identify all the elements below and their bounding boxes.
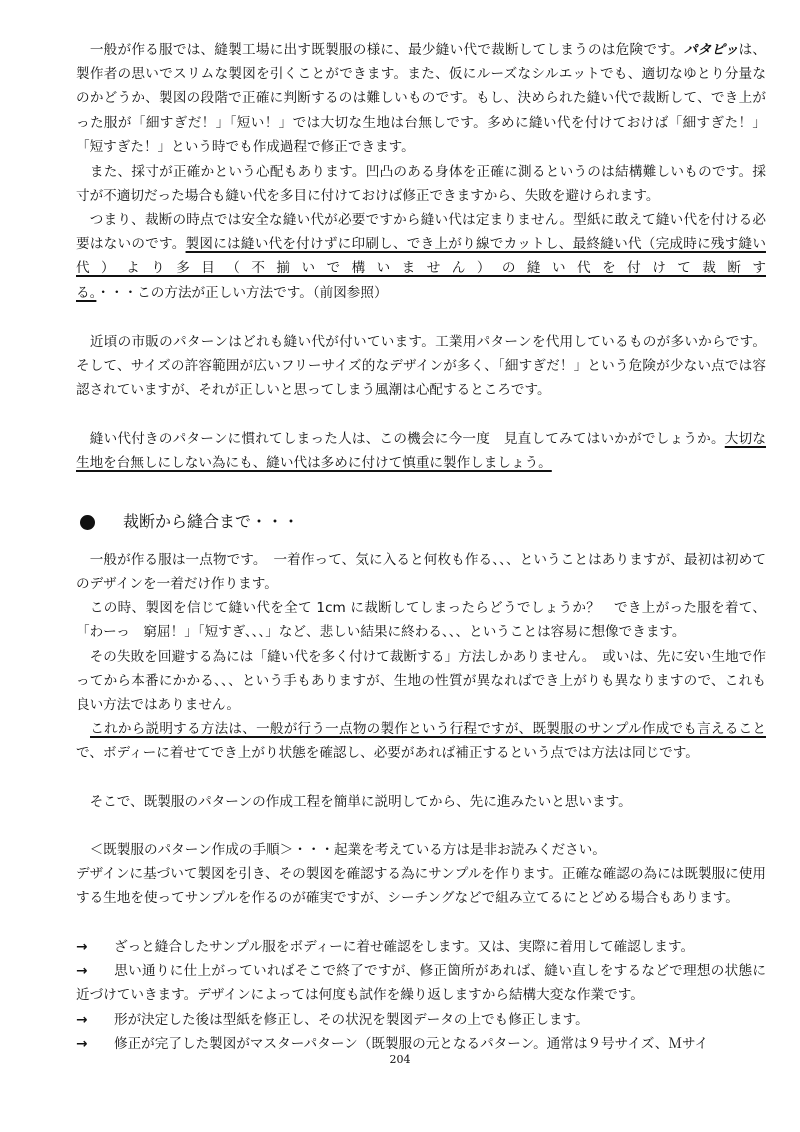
step-text: ざっと縫合したサンプル服をボディーに着せ確認をします。又は、実際に着用して確認します。 [114, 939, 695, 955]
procedure-title: ＜既製服のパターン作成の手順＞・・・起業を考えている方は是非お読みください。 [76, 842, 606, 858]
paragraph-text: で、ボディーに着せてでき上がり状態を確認し、必要があれば補正するという点では方法は同じです。 [76, 745, 699, 762]
page-number: 204 [389, 1053, 411, 1066]
paragraph-measurement-concern: また、採寸が正確かという心配もあります。凹凸のある身体を正確に測るというのは結構難しいものです。採寸が不適切だった場合も縫い代を多目に付けておけば修正できますから、失敗を避けられます。 [76, 164, 766, 205]
procedure-intro: デザインに基づいて製図を引き、その製図を確認する為にサンプルを作ります。正確な確認の為には既製服に使用する生地を使ってサンプルを作るのが確実ですが、シーチングなどで組み立てるにとどめる場合もあります。 [76, 866, 766, 907]
underlined-emphasis: 大切な生地を台無しにしない為にも、縫い代は多めに付けて慎重に製作しましょう。 [76, 431, 766, 472]
step-text: 思い通りに仕上がっていればそこで終了ですが、修正箇所があれば、縫い直しをするなどで理想の状態に近づけていきます。デザインによっては何度も試作を繰り返しますから結構大変な作業です。 [76, 963, 766, 1004]
paragraph-method-explanation [76, 717, 766, 765]
paragraph-text: ・・・この方法が正しい方法です。（前図参照） [96, 284, 388, 301]
section-heading-text: 裁断から縫合まで・・・ [123, 512, 300, 531]
paragraph-1cm-example: この時、製図を信じて縫い代を全て 1cm に裁断してしまったらどうでしょうか？ でき上がった服を着て、「わーっ 窮屈！」「短すぎ、、、」など、悲しい結果に終わる、、、ということは容易に想像できます。 [76, 600, 766, 641]
paragraph-seam-allowance-danger [76, 38, 766, 159]
arrow-right-icon: → [76, 1035, 88, 1052]
arrow-right-icon: → [76, 939, 88, 955]
procedure-steps [76, 935, 766, 1056]
paragraph-text: 縫い代付きのパターンに慣れてしまった人は、この機会に今一度 見直してみてはいかがでしょうか。 [76, 431, 725, 447]
underlined-emphasis: 製図には縫い代を付けずに印刷し、でき上がり線でカットし、最終縫い代（完成時に残す縫い代）より多目（不揃いで構いません）の縫い代を付けて裁断する。 [76, 236, 766, 301]
arrow-right-icon: → [76, 963, 88, 980]
brand-name: パタピッ [683, 42, 739, 58]
procedure-step [76, 1008, 766, 1032]
underlined-emphasis: これから説明する方法は、一般が行う一点物の製作という行程ですが、既製服のサンプル作成でも言えること [90, 721, 766, 737]
paragraph-one-off: 一般が作る服は一点物です。 一着作って、気に入ると何枚も作る、、、ということはありますが、最初は初めてのデザインを一着だけ作ります。 [76, 552, 766, 593]
paragraph-avoid-failure: その失敗を回避する為には「縫い代を多く付けて裁断する」方法しかありません。 或いは、先に安い生地で作ってから本番にかかる、、、という手もありますが、生地の性質が異なればでき上がりも異なりますので、これも良い方法ではありません。 [76, 649, 766, 714]
step-text: 修正が完了した製図がマスターパターン（既製服の元となるパターン。通常は９号サイズ、Ｍサイ [114, 1035, 709, 1052]
paragraph-text: 一般が作る服では、縫製工場に出す既製服の様に、最少縫い代で裁断してしまうのは危険です。 [76, 42, 684, 58]
paragraph-commercial-patterns: 近頃の市販のパターンはどれも縫い代が付いています。工業用パターンを代用しているものが多いからです。そして、サイズの許容範囲が広いフリーサイズ的なデザインが多く、「細すぎだ！」という危険が少ない点では容認されていますが、それが正しいと思ってしまう風潮は心配するところです。 [76, 334, 766, 399]
arrow-right-icon: → [76, 1011, 88, 1028]
procedure-step [76, 959, 766, 1007]
paragraph-reconsider [76, 427, 766, 475]
procedure-step [76, 935, 766, 959]
step-text: 形が決定した後は型紙を修正し、その状況を製図データの上でも修正します。 [114, 1011, 589, 1028]
paragraph-transition: そこで、既製服のパターンの作成工程を簡単に説明してから、先に進みたいと思います。 [76, 794, 632, 810]
paragraph-correct-method [76, 208, 766, 305]
section-heading [76, 508, 299, 536]
paragraph-text: つまり、裁断の時点では安全な縫い代が必要ですから縫い代は定まりません。型紙に敢えて縫い代を付ける必要はないのです。 [76, 212, 766, 253]
paragraph-text: は、製作者の思いでスリムな製図を引くことができます。また、仮にルーズなシルエットでも、適切なゆとり分量なのかどうか、製図の段階で正確に判断するのは難しいものです。もし、決められた縫い代で裁断して、でき上がった服が「細すぎだ！」「短い！」では大切な生地は台無しです。多めに縫い代を付けておけば「細すぎた！」「短すぎた！」という時でも作成過程で修正できます。 [76, 42, 766, 155]
bullet-dot-icon [80, 515, 95, 530]
